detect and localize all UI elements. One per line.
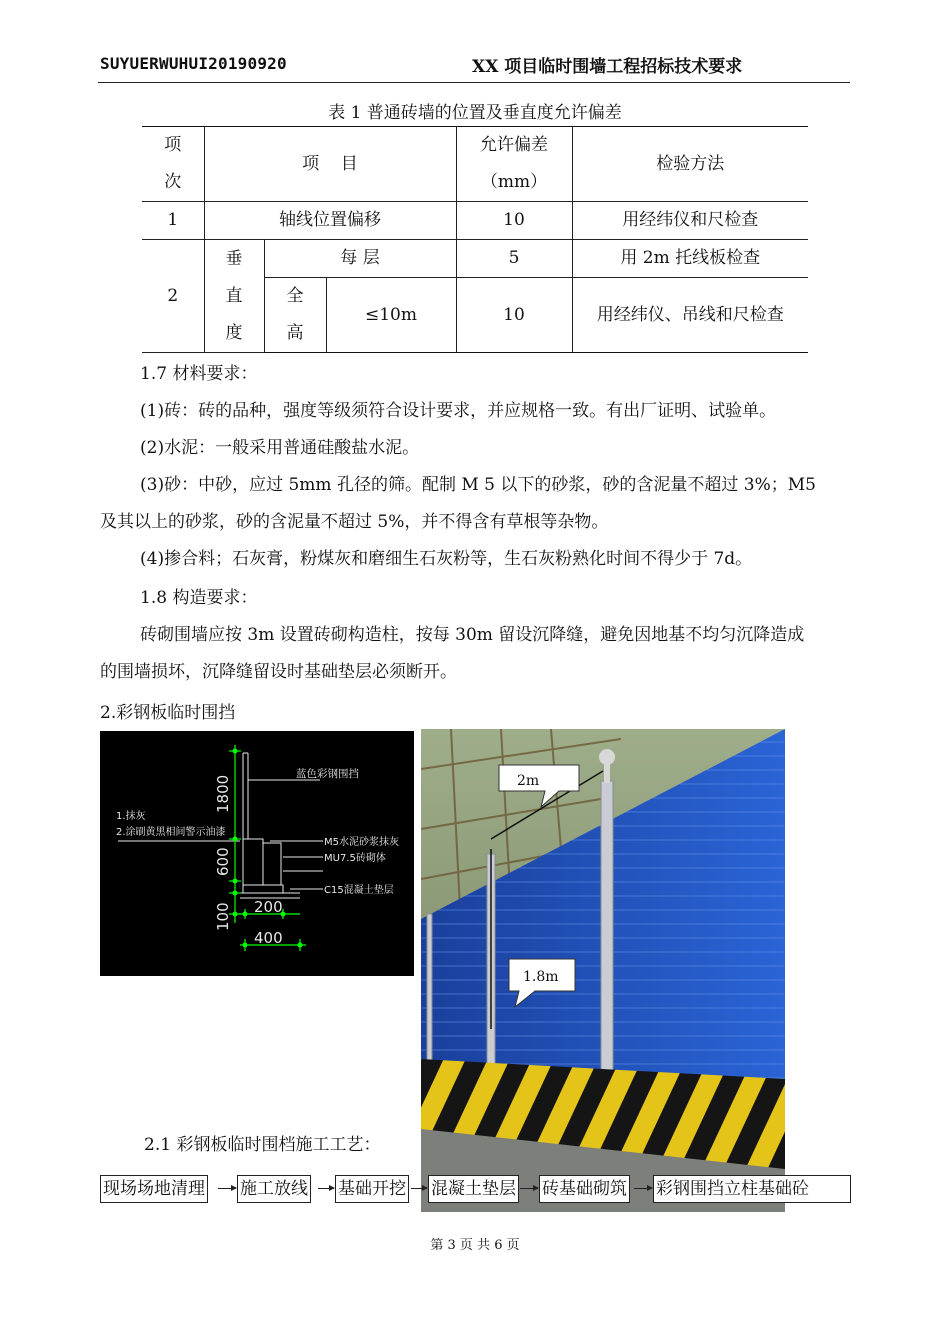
flow-arrow-2 — [318, 1188, 334, 1189]
section-2-1-heading: 2.1 彩钢板临时围档施工工艺： — [140, 1130, 384, 1155]
cad-note-plaster: 1.抹灰 — [116, 811, 146, 822]
row2-floor-tolerance: 5 — [456, 240, 572, 278]
cad-drawing-svg — [100, 731, 414, 976]
header-item-cell — [204, 127, 456, 202]
header-tolerance-line2: （mm） — [480, 172, 548, 192]
cad-label-mortar: M5水泥砂浆抹灰 — [324, 837, 399, 848]
header-item-label: 项 目 — [302, 153, 358, 174]
header-index-cell — [142, 127, 204, 202]
flow-step-excavation: 基础开挖 — [335, 1175, 409, 1203]
header-method-cell: 检验方法 — [572, 127, 808, 202]
header-tolerance-line1: 允许偏差 — [480, 135, 548, 155]
cad-section-drawing — [100, 731, 414, 976]
paragraph-brick: (1)砖：砖的品种，强度等级须符合设计要求，并应规格一致。有出厂证明、试验单。 — [140, 401, 777, 421]
flow-step-setting-out: 施工放线 — [237, 1175, 311, 1203]
row1-item: 轴线位置偏移 — [204, 202, 456, 240]
paragraph-structure-line2: 的围墙损坏，沉降缝留设时基础垫层必须断开。 — [100, 662, 457, 682]
header-tolerance-cell — [456, 127, 572, 202]
section-1-7-heading: 1.7 材料要求： — [140, 364, 258, 384]
paragraph-cement: (2)水泥：一般采用普通硅酸盐水泥。 — [140, 438, 420, 458]
flow-arrow-4 — [520, 1188, 538, 1189]
row1-tolerance: 10 — [456, 202, 572, 240]
table-header-row — [142, 127, 808, 202]
cad-dim-400: 400 — [254, 929, 283, 947]
document-code: SUYUERWUHUI20190920 — [100, 54, 287, 73]
cad-dim-100: 100 — [214, 902, 232, 931]
cad-dim-1800: 1800 — [214, 774, 232, 813]
flow-step-brick-foundation: 砖基础砌筑 — [539, 1175, 630, 1203]
row2-full-tolerance: 10 — [456, 278, 572, 353]
cad-label-panel: 蓝色彩钢围挡 — [296, 768, 359, 780]
paragraph-sand-line1: (3)砂：中砂，应过 5mm 孔径的筛。配制 M 5 以下的砂浆，砂的含泥量不超过 3%；M5 — [140, 475, 816, 495]
full-char-2: 高 — [286, 323, 304, 343]
paragraph-structure-line1: 砖砌围墙应按 3m 设置砖砌构造柱，按每 30m 留设沉降缝，避免因地基不均匀沉降造成 — [140, 625, 805, 645]
flow-step-concrete-bedding: 混凝土垫层 — [428, 1175, 519, 1203]
table-row — [142, 202, 808, 240]
row2-full-method: 用经纬仪、吊线和尺检查 — [572, 278, 808, 353]
cad-dim-200: 200 — [254, 898, 283, 916]
hoarding-photo — [421, 729, 785, 1212]
cad-dim-600: 600 — [214, 847, 232, 876]
header-index-line1: 项 — [164, 135, 182, 155]
vertical-char-1: 垂 — [225, 248, 243, 269]
table-row — [142, 240, 808, 278]
vertical-char-2: 直 — [225, 285, 243, 306]
paragraph-admixture: (4)掺合料；石灰膏，粉煤灰和磨细生石灰粉等，生石灰粉熟化时间不得少于 7d。 — [140, 549, 753, 569]
flow-arrow-5 — [634, 1188, 652, 1189]
cad-note-paint: 2.涂刷黄黑相间警示油漆 — [116, 827, 226, 838]
table-caption: 表 1 普通砖墙的位置及垂直度允许偏差 — [328, 103, 622, 123]
process-flow — [100, 1175, 852, 1205]
header-index-line2: 次 — [164, 172, 182, 192]
cad-label-concrete: C15混凝土垫层 — [324, 885, 394, 896]
section-2-heading: 2.彩钢板临时围挡 — [100, 703, 236, 723]
flow-step-site-cleanup: 现场场地清理 — [100, 1175, 208, 1203]
row2-per-floor — [264, 240, 456, 278]
row2-index: 2 — [142, 240, 204, 353]
deviation-table — [142, 126, 808, 353]
row2-vertical-label — [204, 240, 264, 353]
per-floor-label: 每 层 — [340, 248, 380, 268]
row2-height-range: ≤10m — [326, 278, 456, 353]
cad-label-masonry: MU7.5砖砌体 — [324, 853, 386, 864]
row1-method: 用经纬仪和尺检查 — [572, 202, 808, 240]
paragraph-sand-line2: 及其以上的砂浆，砂的含泥量不超过 5%，并不得含有草根等杂物。 — [100, 512, 609, 532]
row2-full-height-label — [264, 278, 326, 353]
flow-arrow-1 — [218, 1188, 236, 1189]
flow-arrow-3 — [411, 1188, 427, 1189]
hoarding-photo-svg — [421, 729, 785, 1212]
document-title: XX 项目临时围墙工程招标技术要求 — [472, 57, 743, 77]
page-number: 第 3 页 共 6 页 — [430, 1238, 520, 1253]
callout-2m: 2m — [517, 773, 540, 789]
vertical-char-3: 度 — [225, 322, 243, 343]
header-rule — [98, 82, 850, 83]
row1-index: 1 — [142, 202, 204, 240]
flow-step-post-foundation: 彩钢围挡立柱基础砼 — [653, 1175, 851, 1203]
full-char-1: 全 — [286, 286, 304, 306]
section-1-8-heading: 1.8 构造要求： — [140, 588, 258, 608]
row2-floor-method: 用 2m 托线板检查 — [572, 240, 808, 278]
callout-1-8m: 1.8m — [523, 969, 559, 985]
